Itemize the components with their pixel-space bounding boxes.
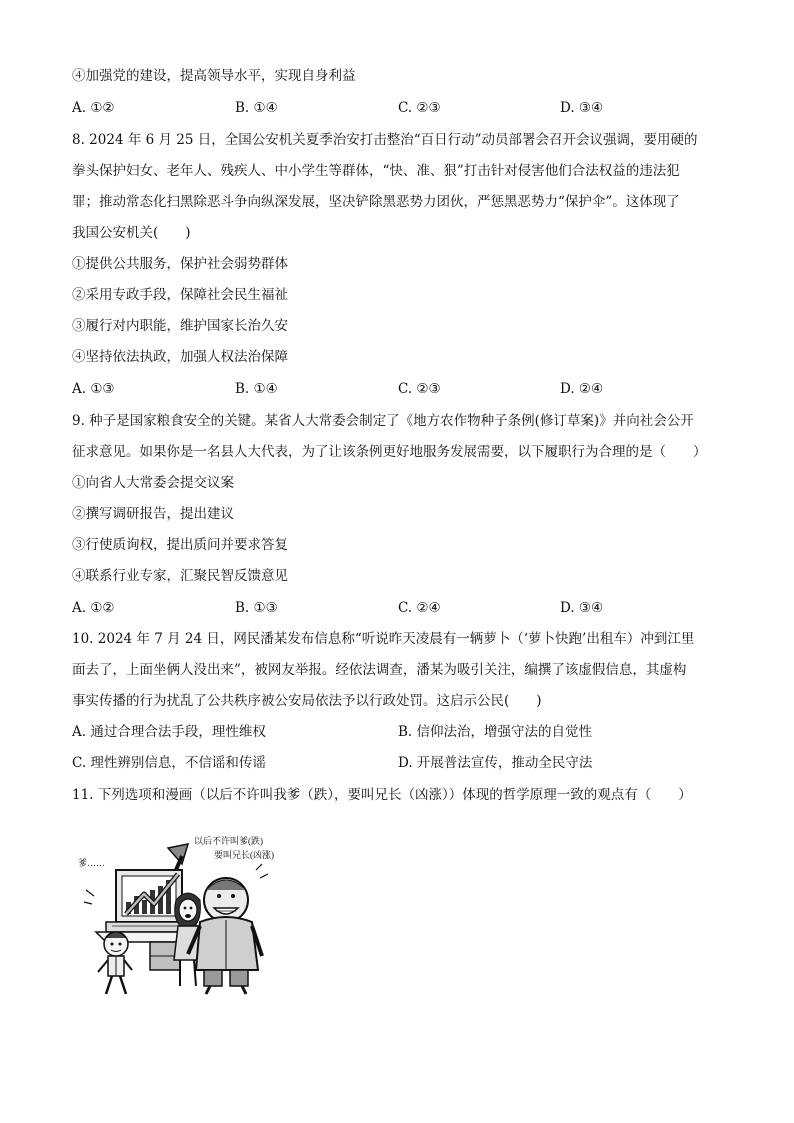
small-figure-drawing	[98, 932, 132, 994]
cartoon-speech-right-2: 要叫兄长(凶涨)	[214, 850, 274, 860]
q8-statement-1: ①提供公共服务，保护社会弱势群体	[72, 256, 288, 272]
q9-option-a: A. ①②	[72, 600, 115, 616]
q8-stem-line-1: 8. 2024 年 6 月 25 日，全国公安机关夏季治安打击整治“百日行动”动员部署会召开会议强调，要用硬的	[72, 132, 698, 148]
q10-option-c: C. 理性辨别信息，不信谣和传谣	[72, 755, 266, 771]
q9-option-d: D. ③④	[560, 600, 604, 616]
prev-options	[72, 98, 732, 118]
q9-statement-3: ③行使质询权，提出质问并要求答复	[72, 537, 288, 553]
prev-statement-4: ④加强党的建设，提高领导水平，实现自身利益	[72, 68, 356, 84]
prev-option-a: A. ①②	[72, 100, 115, 116]
q10-options-row-1	[72, 722, 732, 742]
q10-option-b: B. 信仰法治，增强守法的自觉性	[398, 724, 593, 740]
cartoon-speech-right-1: 以后不许叫爹(跌)	[194, 836, 263, 846]
q9-statement-2: ②撰写调研报告，提出建议	[72, 506, 234, 522]
q10-stem-line-3: 事实传播的行为扰乱了公共秩序被公安局依法予以行政处罚。这启示公民( )	[72, 693, 542, 709]
q9-stem-line-2: 征求意见。如果你是一名县人大代表，为了让该条例更好地服务发展需要，以下履职行为合理的是（ ）	[72, 444, 707, 460]
q11-stem: 11. 下列选项和漫画（以后不许叫我爹（跌），要叫兄长（凶涨））体现的哲学原理一致的观点有（ ）	[72, 787, 692, 803]
q8-stem-line-4: 我国公安机关( )	[72, 225, 191, 241]
q8-option-b: B. ①④	[235, 381, 278, 397]
q9-stem-line-1: 9. 种子是国家粮食安全的关键。某省人大常委会制定了《地方农作物种子条例(修订草案)》并向社会公开	[72, 413, 694, 429]
q8-option-c: C. ②③	[398, 381, 441, 397]
prev-option-c: C. ②③	[398, 100, 441, 116]
q8-statement-3: ③履行对内职能，维护国家长治久安	[72, 318, 288, 334]
q9-option-c: C. ②④	[398, 600, 441, 616]
q8-stem-line-3: 罪；推动常态化扫黑除恶斗争向纵深发展，坚决铲除黑恶势力团伙，严惩黑恶势力“保护伞”。这体现了	[72, 194, 680, 210]
cartoon-speech-left: 爹……	[78, 858, 106, 868]
q8-option-d: D. ②④	[560, 381, 604, 397]
cartoon-illustration	[76, 830, 306, 1000]
q9-option-b: B. ①③	[235, 600, 278, 616]
fat-man-figure-drawing	[188, 878, 262, 994]
prev-option-b: B. ①④	[235, 100, 278, 116]
q9-statement-1: ①向省人大常委会提交议案	[72, 475, 234, 491]
q8-options	[72, 379, 732, 399]
q8-option-a: A. ①③	[72, 381, 115, 397]
q10-options-row-2	[72, 753, 732, 773]
q8-stem-line-2: 拳头保护妇女、老年人、残疾人、中小学生等群体，“快、准、狠”打击针对侵害他们合法权益的违法犯	[72, 163, 680, 179]
q9-statement-4: ④联系行业专家，汇聚民智反馈意见	[72, 568, 288, 584]
q10-stem-line-2: 面去了，上面坐俩人没出来”，被网友举报。经依法调查，潘某为吸引关注，编撰了该虚假信息，其虚构	[72, 662, 687, 678]
q10-stem-line-1: 10. 2024 年 7 月 24 日，网民潘某发布信息称“听说昨天凌晨有一辆萝卜（‘萝卜快跑’出租车）冲到江里	[72, 631, 695, 647]
q10-option-d: D. 开展普法宣传，推动全民守法	[398, 755, 593, 771]
q9-options	[72, 598, 732, 618]
q8-statement-4: ④坚持依法执政，加强人权法治保障	[72, 349, 288, 365]
prev-option-d: D. ③④	[560, 100, 604, 116]
q8-statement-2: ②采用专政手段，保障社会民生福祉	[72, 287, 288, 303]
q10-option-a: A. 通过合理合法手段，理性维权	[72, 724, 266, 740]
